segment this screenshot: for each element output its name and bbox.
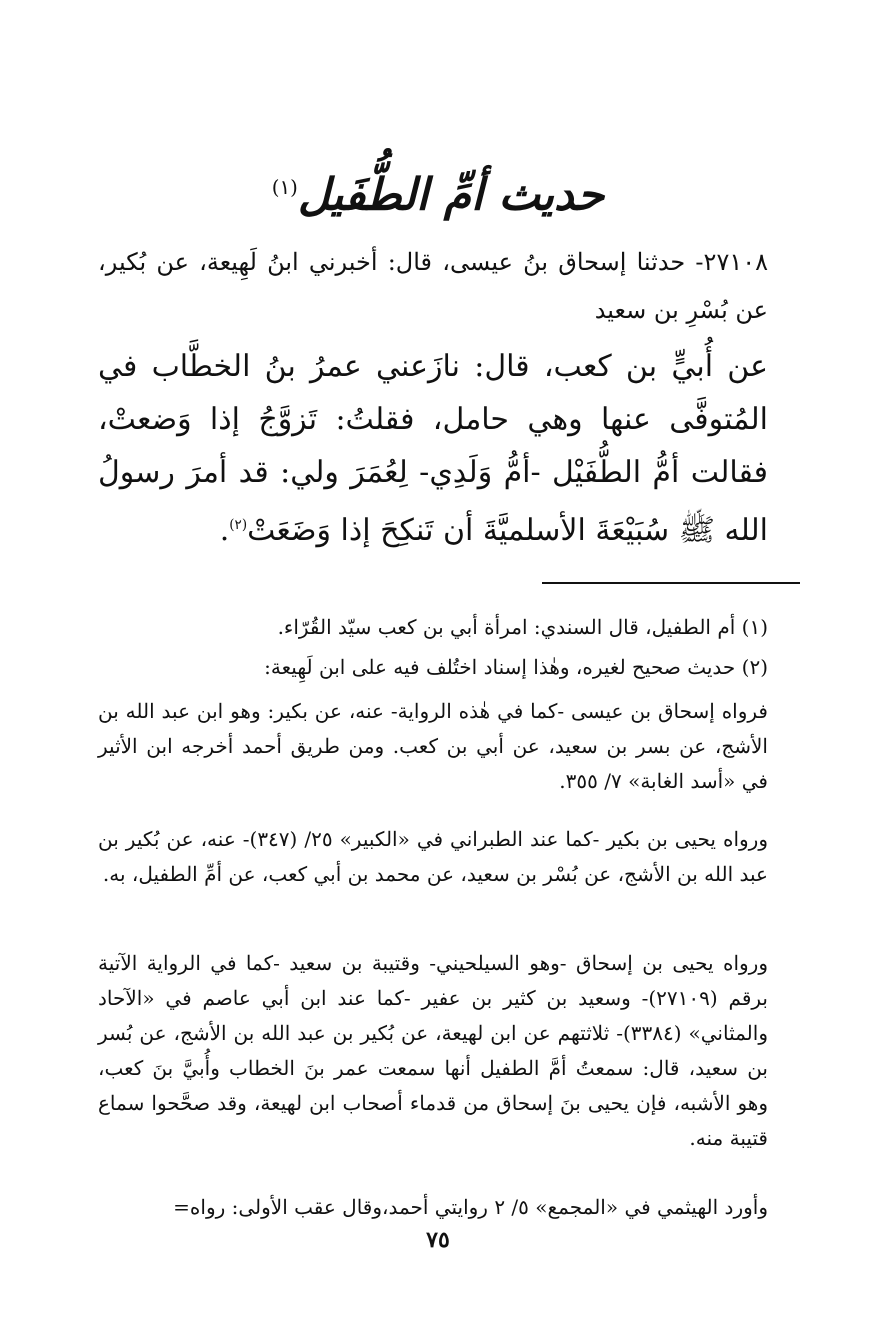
hadith-isnad: ٢٧١٠٨- حدثنا إسحاق بنُ عيسى، قال: أخبرني ابنُ لَهِيعة، عن بُكير، عن بُسْرِ بن سعيد (98, 248, 768, 324)
footnote-paragraph: ورواه يحيى بن إسحاق -وهو السيلحيني- وقتيبة بن سعيد -كما في الرواية الآتية برقم (٢٧١٠٩)- وسعيد بن كثير بن عفير -كما عند ابن أبي عاصم في «الآحاد والمثاني» (٣٣٨٤)- ثلاثتهم عن ابن لهيعة، عن بُكير بن عبد الله بن الأشج، عن بُسر بن سعيد، قال: سمعتُ أمَّ الطفيل أنها سمعت عمر بنَ الخطاب وأُبيَّ بنَ كعب، وهو الأشبه، فإن يحيى بنَ إسحاق من قدماء أصحاب ابن لهيعة، وقد صحَّحوا سماع قتيبة منه. (98, 951, 769, 1150)
hadith-matn (98, 340, 768, 557)
footnote-1: (١) أم الطفيل، قال السندي: امرأة أبي بن كعب سيّد القُرّاء. (277, 615, 768, 639)
chapter-title-text: حديث أمِّ الطُّفَيل (297, 169, 605, 221)
matn-end: . (219, 513, 230, 548)
footnote-divider (542, 582, 800, 584)
chapter-title (0, 148, 876, 236)
matn-footnote-ref: (٢) (229, 517, 248, 533)
footnote-paragraph: وأورد الهيثمي في «المجمع» ٥/ ٢ روايتي أحمد،وقال عقب الأولى: رواه= (173, 1195, 768, 1219)
hadith-matn-text: عن أُبيٍّ بن كعب، قال: نازَعني عمرُ بنُ الخطَّاب في المُتوفَّى عنها وهي حامل، فقلتُ: تَزوَّجُ إذا وَضعتْ، فقالت أمُّ الطُّفَيْل -أمُّ وَلَدِي- لِعُمَرَ ولي: قد أمرَ رسولُ الله ﷺ سُبَيْعَةَ الأسلميَّةَ أن تَنكِحَ إذا وَضَعَتْ (98, 349, 768, 548)
title-footnote-ref: (١) (271, 176, 298, 199)
footnote-2: (٢) حديث صحيح لغيره، وهٰذا إسناد اختُلف فيه على ابن لَهِيعة: (264, 655, 768, 679)
footnote-paragraph: ورواه يحيى بن بكير -كما عند الطبراني في «الكبير» ٢٥/ (٣٤٧)- عنه، عن بُكير بن عبد الله بن الأشج، عن بُسْر بن سعيد، عن محمد بن أبي كعب، عن أمِّ الطفيل، به. (98, 827, 768, 886)
page-number: ٧٥ (426, 1227, 450, 1253)
footnote-paragraph: فرواه إسحاق بن عيسى -كما في هٰذه الرواية- عنه، عن بكير: وهو ابن عبد الله بن الأشج، عن بسر بن سعيد، عن أبي بن كعب. ومن طريق أحمد أخرجه ابن الأثير في «أسد الغابة» ٧/ ٣٥٥. (98, 699, 768, 793)
